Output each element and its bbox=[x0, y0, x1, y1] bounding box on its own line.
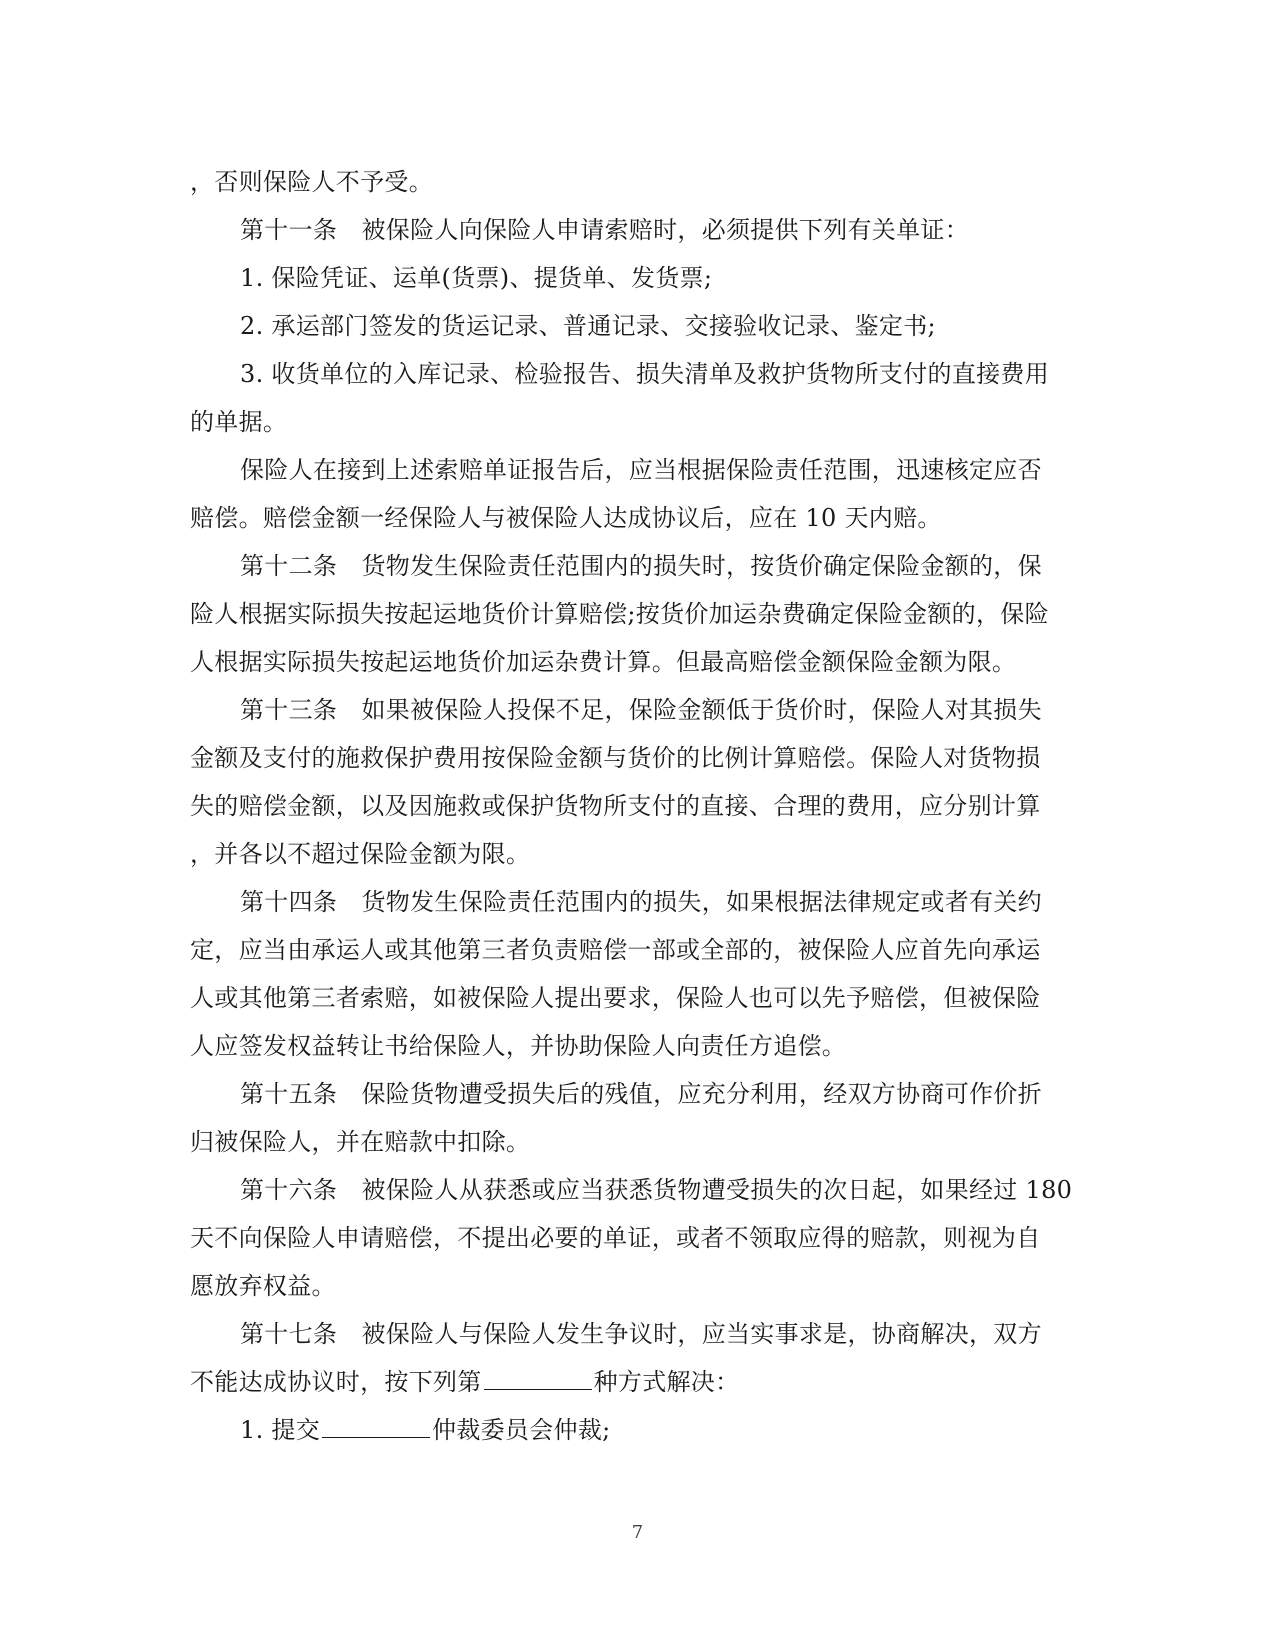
paragraph-line: 的单据。 bbox=[190, 408, 288, 436]
paragraph-line: 失的赔偿金额，以及因施救或保护货物所支付的直接、合理的费用，应分别计算 bbox=[190, 792, 1041, 820]
paragraph-line: 人或其他第三者索赔，如被保险人提出要求，保险人也可以先予赔偿，但被保险 bbox=[190, 984, 1041, 1012]
article-16: 第十六条 被保险人从获悉或应当获悉货物遭受损失的次日起，如果经过 180 bbox=[240, 1176, 1073, 1204]
paragraph-line: ，并各以不超过保险金额为限。 bbox=[190, 840, 531, 868]
list-item-arbitration bbox=[190, 1406, 1080, 1454]
line-text: 1. 提交 bbox=[240, 1416, 321, 1444]
list-item-3: 3. 收货单位的入库记录、检验报告、损失清单及救护货物所支付的直接费用 bbox=[240, 360, 1050, 388]
paragraph-line: 天不向保险人申请赔偿，不提出必要的单证，或者不领取应得的赔款，则视为自 bbox=[190, 1224, 1041, 1252]
paragraph-line: 定，应当由承运人或其他第三者负责赔偿一部或全部的，被保险人应首先向承运 bbox=[190, 936, 1041, 964]
page-number: 7 bbox=[631, 1522, 644, 1543]
article-11-heading: 第十一条 被保险人向保险人申请索赔时，必须提供下列有关单证： bbox=[240, 216, 969, 244]
article-12: 第十二条 货物发生保险责任范围内的损失时，按货价确定保险金额的，保 bbox=[240, 552, 1042, 580]
article-15: 第十五条 保险货物遭受损失后的残值，应充分利用，经双方协商可作价折 bbox=[240, 1080, 1042, 1108]
article-13: 第十三条 如果被保险人投保不足，保险金额低于货价时，保险人对其损失 bbox=[240, 696, 1042, 724]
paragraph-line: 保险人在接到上述索赔单证报告后，应当根据保险责任范围，迅速核定应否 bbox=[240, 456, 1042, 484]
line-text: 不能达成协议时，按下列第 bbox=[190, 1368, 482, 1396]
fill-in-blank bbox=[484, 1359, 592, 1390]
paragraph-line: 归被保险人，并在赔款中扣除。 bbox=[190, 1128, 531, 1156]
paragraph-line: 险人根据实际损失按起运地货价计算赔偿;按货价加运杂费确定保险金额的，保险 bbox=[190, 600, 1049, 628]
paragraph-line: 人根据实际损失按起运地货价加运杂费计算。但最高赔偿金额保险金额为限。 bbox=[190, 648, 1017, 676]
paragraph-line: 人应签发权益转让书给保险人，并协助保险人向责任方追偿。 bbox=[190, 1032, 847, 1060]
line-text: 仲裁委员会仲裁; bbox=[432, 1416, 611, 1444]
document-body bbox=[190, 158, 1080, 1454]
article-14: 第十四条 货物发生保险责任范围内的损失，如果根据法律规定或者有关约 bbox=[240, 888, 1042, 916]
paragraph-line: 愿放弃权益。 bbox=[190, 1272, 336, 1300]
paragraph-line-with-blank bbox=[190, 1358, 1080, 1406]
paragraph-line: 金额及支付的施救保护费用按保险金额与货价的比例计算赔偿。保险人对货物损 bbox=[190, 744, 1041, 772]
fill-in-blank bbox=[322, 1407, 430, 1438]
paragraph-line: 赔偿。赔偿金额一经保险人与被保险人达成协议后，应在 10 天内赔。 bbox=[190, 504, 942, 532]
paragraph-line: ，否则保险人不予受。 bbox=[190, 168, 433, 196]
article-17: 第十七条 被保险人与保险人发生争议时，应当实事求是，协商解决，双方 bbox=[240, 1320, 1042, 1348]
list-item-2: 2. 承运部门签发的货运记录、普通记录、交接验收记录、鉴定书; bbox=[240, 312, 936, 340]
line-text: 种方式解决： bbox=[593, 1368, 740, 1396]
list-item-1: 1. 保险凭证、运单(货票)、提货单、发货票; bbox=[240, 264, 713, 292]
